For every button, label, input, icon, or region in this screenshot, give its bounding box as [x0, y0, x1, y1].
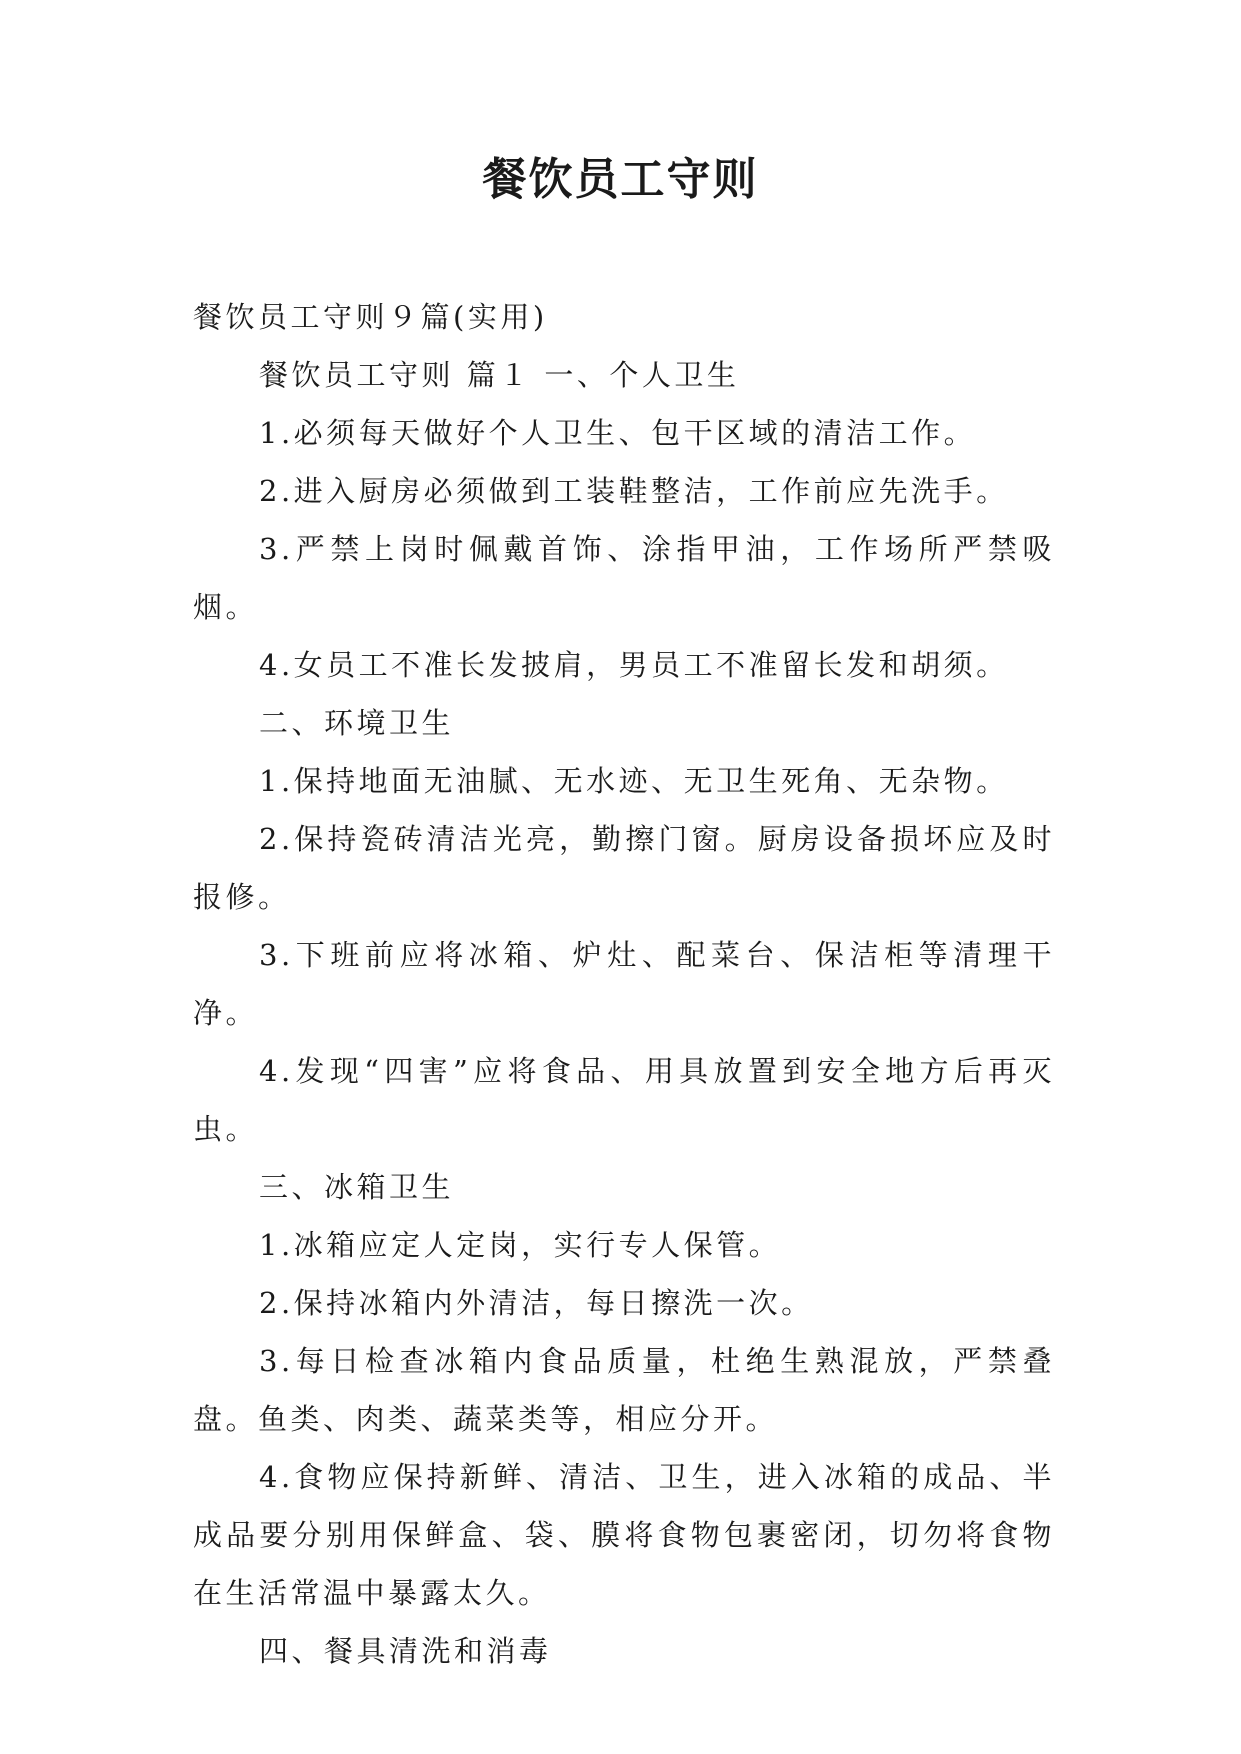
section-heading: 三、冰箱卫生	[259, 1170, 455, 1204]
paragraph-rule: 1.冰箱应定人定岗，实行专人保管。	[259, 1228, 782, 1262]
paragraph-section-1-heading: 餐饮员工守则 篇１ 一、个人卫生	[259, 358, 740, 392]
paragraph-rule: 1.保持地面无油腻、无水迹、无卫生死角、无杂物。	[259, 764, 1009, 798]
document-subtitle: 餐饮员工守则９篇(实用)	[193, 300, 548, 334]
paragraph-rule: 3.下班前应将冰箱、炉灶、配菜台、保洁柜等清理干净。	[193, 938, 1055, 1030]
paragraph-rule: 4.食物应保持新鲜、清洁、卫生，进入冰箱的成品、半成品要分别用保鲜盒、袋、膜将食物包裹密闭，切勿将食物在生活常温中暴露太久。	[193, 1460, 1055, 1610]
paragraph-rule: 1.必须每天做好个人卫生、包干区域的清洁工作。	[259, 416, 977, 450]
document-body	[193, 288, 1055, 1680]
paragraph-rule: 4.发现“四害”应将食品、用具放置到安全地方后再灭虫。	[193, 1054, 1055, 1146]
paragraph-rule: 4.女员工不准长发披肩，男员工不准留长发和胡须。	[259, 648, 1009, 682]
paragraph-rule: 2.进入厨房必须做到工装鞋整洁，工作前应先洗手。	[259, 474, 1009, 508]
paragraph-rule: 2.保持冰箱内外清洁，每日擦洗一次。	[259, 1286, 814, 1320]
section-heading: 四、餐具清洗和消毒	[259, 1634, 552, 1668]
section-heading: 二、环境卫生	[259, 706, 455, 740]
paragraph-rule: 3.每日检查冰箱内食品质量，杜绝生熟混放，严禁叠盘。鱼类、肉类、蔬菜类等，相应分开。	[193, 1344, 1055, 1436]
page-title: 餐饮员工守则	[482, 154, 759, 205]
paragraph-rule: 3.严禁上岗时佩戴首饰、涂指甲油，工作场所严禁吸烟。	[193, 532, 1055, 624]
paragraph-rule: 2.保持瓷砖清洁光亮，勤擦门窗。厨房设备损坏应及时报修。	[193, 822, 1055, 914]
